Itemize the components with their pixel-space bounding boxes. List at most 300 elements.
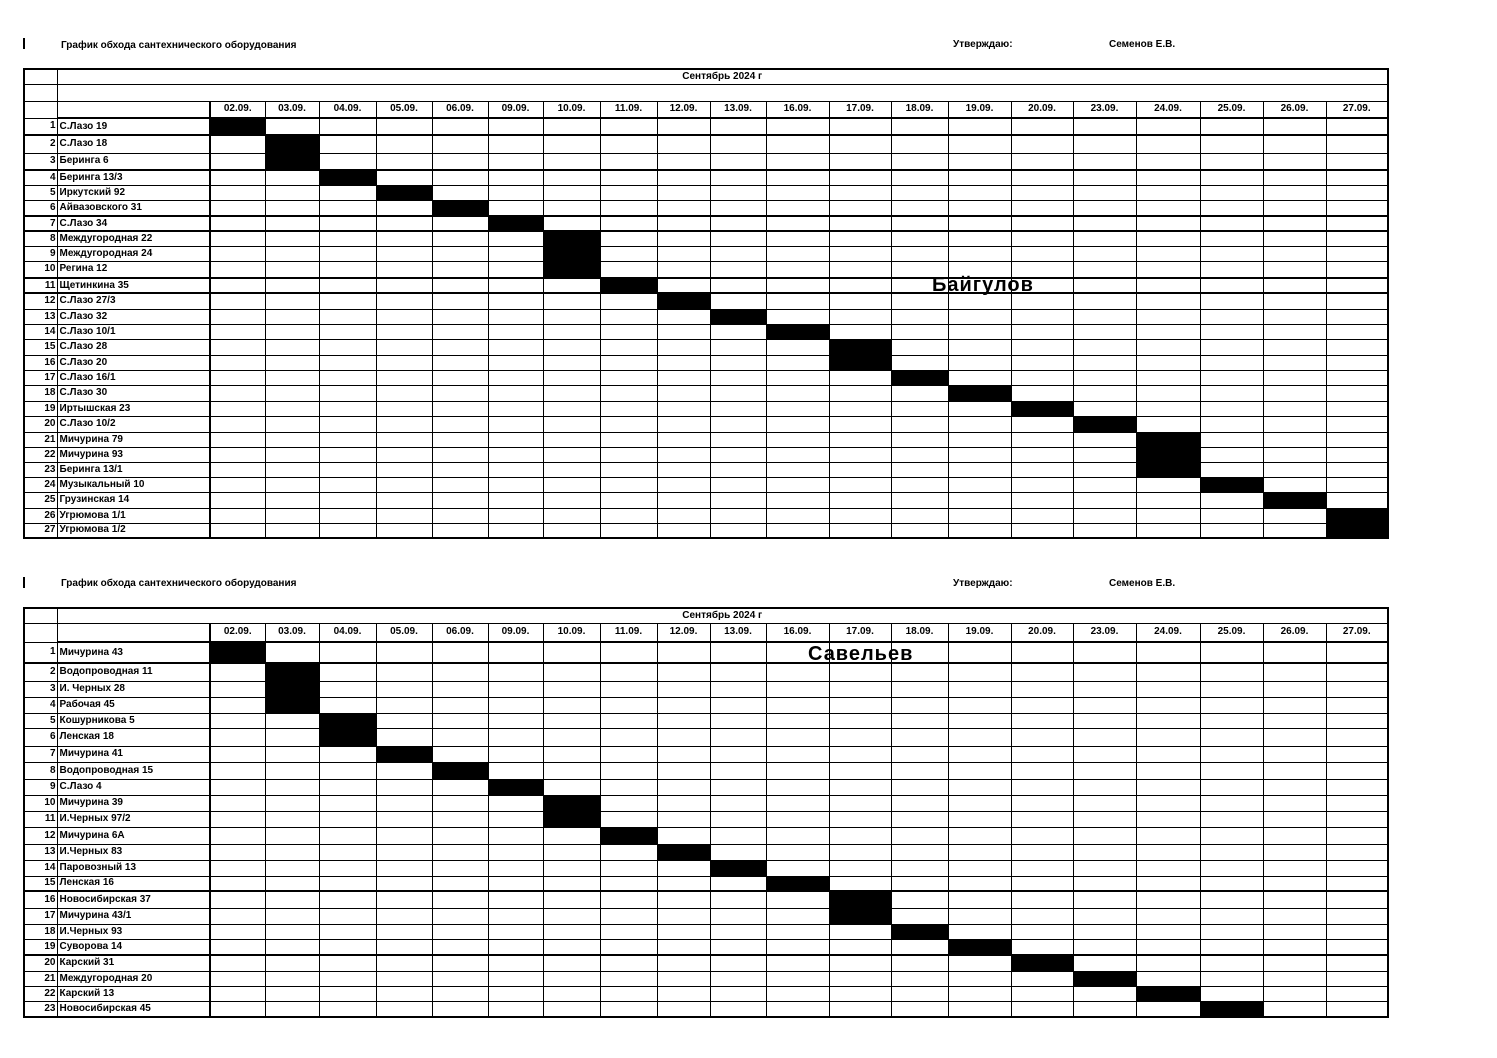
schedule-cell	[265, 324, 319, 339]
schedule-cell	[710, 728, 766, 746]
schedule-cell	[1200, 339, 1263, 355]
schedule-cell	[1263, 135, 1326, 153]
scheduled-visit-cell	[265, 697, 319, 713]
schedule-cell	[948, 523, 1011, 538]
schedule-cell	[1136, 492, 1200, 508]
schedule-cell	[710, 955, 766, 971]
schedule-cell	[432, 795, 488, 811]
schedule-cell	[657, 153, 710, 170]
table-row	[24, 401, 1388, 416]
schedule-cell	[1263, 118, 1326, 135]
corner-cell	[24, 69, 57, 84]
schedule-cell	[488, 135, 543, 153]
schedule-cell	[543, 746, 600, 762]
schedule-cell	[1200, 401, 1263, 416]
scheduled-visit-cell	[210, 118, 265, 135]
schedule-cell	[1136, 216, 1200, 231]
date-header: 23.09.	[1073, 623, 1136, 642]
address-cell: Водопроводная 11	[57, 663, 210, 681]
schedule-cell	[829, 779, 891, 795]
schedule-cell	[1011, 1001, 1073, 1017]
schedule-cell	[710, 827, 766, 844]
schedule-cell	[657, 908, 710, 924]
schedule-cell	[1326, 986, 1388, 1001]
scheduled-visit-cell	[1136, 447, 1200, 462]
schedule-cell	[543, 681, 600, 697]
schedule-cell	[543, 523, 600, 538]
schedule-cell	[600, 697, 657, 713]
row-number: 17	[24, 908, 57, 924]
schedule-cell	[543, 844, 600, 860]
header-row	[24, 608, 1388, 623]
schedule-cell	[600, 795, 657, 811]
schedule-cell	[948, 891, 1011, 908]
address-cell: Новосибирская 37	[57, 891, 210, 908]
schedule-cell	[1263, 955, 1326, 971]
table-row	[24, 860, 1388, 876]
table-row	[24, 681, 1388, 697]
schedule-cell	[376, 508, 432, 523]
schedule-cell	[1011, 713, 1073, 728]
schedule-cell	[319, 844, 376, 860]
schedule-cell	[766, 293, 829, 309]
schedule-cell	[543, 713, 600, 728]
schedule-cell	[376, 844, 432, 860]
date-header: 26.09.	[1263, 101, 1326, 118]
schedule-cell	[376, 293, 432, 309]
schedule-cell	[657, 971, 710, 986]
schedule-cell	[1073, 170, 1136, 185]
schedule-cell	[829, 370, 891, 385]
schedule-cell	[1326, 293, 1388, 309]
schedule-cell	[766, 523, 829, 538]
schedule-cell	[600, 324, 657, 339]
schedule-cell	[319, 523, 376, 538]
schedule-cell	[1326, 185, 1388, 200]
schedule-cell	[543, 924, 600, 939]
scheduled-visit-cell	[829, 355, 891, 370]
schedule-cell	[657, 339, 710, 355]
schedule-cell	[657, 924, 710, 939]
schedule-cell	[210, 370, 265, 385]
schedule-cell	[432, 170, 488, 185]
schedule-cell	[829, 523, 891, 538]
address-cell: Суворова 14	[57, 939, 210, 955]
header-row	[24, 101, 1388, 118]
schedule-cell	[657, 309, 710, 324]
schedule-cell	[657, 216, 710, 231]
schedule-cell	[891, 385, 948, 401]
schedule-cell	[1136, 795, 1200, 811]
schedule-cell	[265, 118, 319, 135]
schedule-cell	[543, 216, 600, 231]
schedule-cell	[1136, 876, 1200, 891]
schedule-cell	[1326, 261, 1388, 278]
schedule-cell	[891, 309, 948, 324]
schedule-cell	[600, 200, 657, 216]
schedule-cell	[1326, 355, 1388, 370]
schedule-cell	[376, 762, 432, 779]
schedule-cell	[891, 795, 948, 811]
schedule-cell	[543, 779, 600, 795]
schedule-cell	[657, 200, 710, 216]
row-number: 1	[24, 118, 57, 135]
schedule-cell	[432, 293, 488, 309]
schedule-cell	[1263, 891, 1326, 908]
schedule-cell	[710, 293, 766, 309]
schedule-cell	[210, 261, 265, 278]
schedule-cell	[1326, 811, 1388, 827]
schedule-cell	[432, 492, 488, 508]
table-row	[24, 447, 1388, 462]
schedule-cell	[1200, 416, 1263, 432]
schedule-cell	[265, 355, 319, 370]
schedule-cell	[948, 713, 1011, 728]
address-cell: Мичурина 79	[57, 432, 210, 447]
schedule-cell	[891, 860, 948, 876]
address-cell: Угрюмова 1/2	[57, 523, 210, 538]
schedule-cell	[265, 432, 319, 447]
schedule-cell	[657, 185, 710, 200]
address-cell: Рабочая 45	[57, 697, 210, 713]
address-cell: Мичурина 93	[57, 447, 210, 462]
schedule-cell	[1073, 795, 1136, 811]
schedule-cell	[376, 891, 432, 908]
schedule-cell	[488, 642, 543, 663]
table-row	[24, 728, 1388, 746]
schedule-cell	[1011, 118, 1073, 135]
row-number: 20	[24, 416, 57, 432]
schedule-cell	[432, 216, 488, 231]
schedule-cell	[600, 908, 657, 924]
scheduled-visit-cell	[432, 200, 488, 216]
schedule-cell	[488, 185, 543, 200]
schedule-cell	[710, 216, 766, 231]
schedule-cell	[543, 492, 600, 508]
schedule-cell	[1073, 663, 1136, 681]
address-cell: Беринга 13/1	[57, 462, 210, 477]
schedule-cell	[600, 891, 657, 908]
schedule-cell	[600, 170, 657, 185]
schedule-cell	[1073, 681, 1136, 697]
schedule-cell	[265, 746, 319, 762]
table-row	[24, 986, 1388, 1001]
schedule-cell	[1011, 339, 1073, 355]
schedule-cell	[766, 278, 829, 293]
schedule-cell	[1200, 185, 1263, 200]
schedule-cell	[1200, 795, 1263, 811]
schedule-cell	[1200, 746, 1263, 762]
schedule-cell	[488, 939, 543, 955]
schedule-cell	[829, 795, 891, 811]
schedule-cell	[1263, 924, 1326, 939]
schedule-cell	[1011, 246, 1073, 261]
schedule-cell	[891, 339, 948, 355]
schedule-cell	[488, 200, 543, 216]
schedule-cell	[432, 355, 488, 370]
schedule-cell	[948, 185, 1011, 200]
schedule-cell	[766, 844, 829, 860]
table-row	[24, 118, 1388, 135]
table-row	[24, 955, 1388, 971]
schedule-cell	[319, 416, 376, 432]
row-number: 21	[24, 971, 57, 986]
schedule-cell	[1073, 339, 1136, 355]
schedule-cell	[488, 811, 543, 827]
schedule-cell	[1073, 713, 1136, 728]
table-row	[24, 261, 1388, 278]
schedule-cell	[488, 324, 543, 339]
schedule-cell	[1136, 324, 1200, 339]
schedule-cell	[488, 697, 543, 713]
schedule-cell	[891, 891, 948, 908]
schedule-cell	[1011, 811, 1073, 827]
schedule-cell	[376, 492, 432, 508]
schedule-cell	[657, 416, 710, 432]
schedule-cell	[1136, 246, 1200, 261]
schedule-cell	[891, 523, 948, 538]
schedule-cell	[1073, 462, 1136, 477]
schedule-cell	[210, 728, 265, 746]
address-cell: Угрюмова 1/1	[57, 508, 210, 523]
schedule-cell	[829, 986, 891, 1001]
schedule-cell	[265, 642, 319, 663]
schedule-cell	[488, 1001, 543, 1017]
address-cell: С.Лазо 27/3	[57, 293, 210, 309]
schedule-cell	[210, 908, 265, 924]
scheduled-visit-cell	[766, 324, 829, 339]
schedule-cell	[432, 135, 488, 153]
schedule-cell	[766, 971, 829, 986]
address-cell: С.Лазо 10/1	[57, 324, 210, 339]
schedule-cell	[210, 681, 265, 697]
schedule-cell	[488, 508, 543, 523]
schedule-cell	[710, 185, 766, 200]
schedule-cell	[1011, 324, 1073, 339]
schedule-cell	[319, 447, 376, 462]
schedule-cell	[432, 118, 488, 135]
schedule-cell	[543, 324, 600, 339]
schedule-cell	[1200, 924, 1263, 939]
schedule-cell	[210, 523, 265, 538]
schedule-cell	[766, 462, 829, 477]
schedule-cell	[1263, 261, 1326, 278]
row-number: 13	[24, 309, 57, 324]
table-row	[24, 416, 1388, 432]
schedule-cell	[1073, 231, 1136, 246]
schedule-cell	[710, 939, 766, 955]
schedule-cell	[710, 447, 766, 462]
schedule-cell	[766, 185, 829, 200]
schedule-cell	[376, 401, 432, 416]
schedule-cell	[1263, 416, 1326, 432]
schedule-cell	[319, 432, 376, 447]
schedule-cell	[766, 860, 829, 876]
schedule-cell	[948, 663, 1011, 681]
schedule-cell	[948, 170, 1011, 185]
schedule-cell	[432, 713, 488, 728]
row-number: 6	[24, 200, 57, 216]
address-cell: С.Лазо 28	[57, 339, 210, 355]
schedule-cell	[210, 170, 265, 185]
schedule-cell	[376, 170, 432, 185]
schedule-cell	[657, 746, 710, 762]
schedule-cell	[657, 728, 710, 746]
schedule-cell	[488, 231, 543, 246]
address-cell: Мичурина 43	[57, 642, 210, 663]
schedule-cell	[319, 779, 376, 795]
scheduled-visit-cell	[1073, 416, 1136, 432]
schedule-cell	[1326, 908, 1388, 924]
schedule-cell	[319, 876, 376, 891]
schedule-cell	[1326, 477, 1388, 492]
schedule-cell	[319, 508, 376, 523]
schedule-cell	[319, 642, 376, 663]
schedule-cell	[829, 401, 891, 416]
schedule-cell	[657, 508, 710, 523]
date-header: 10.09.	[543, 101, 600, 118]
schedule-cell	[319, 762, 376, 779]
schedule-cell	[1073, 135, 1136, 153]
schedule-cell	[319, 492, 376, 508]
schedule-cell	[1073, 728, 1136, 746]
schedule-cell	[829, 762, 891, 779]
schedule-cell	[891, 955, 948, 971]
schedule-cell	[1326, 170, 1388, 185]
schedule-cell	[1200, 908, 1263, 924]
schedule-cell	[376, 462, 432, 477]
schedule-cell	[376, 261, 432, 278]
schedule-cell	[376, 216, 432, 231]
address-cell: Иркутский 92	[57, 185, 210, 200]
schedule-cell	[1136, 135, 1200, 153]
row-number: 19	[24, 939, 57, 955]
schedule-cell	[829, 492, 891, 508]
schedule-cell	[1263, 246, 1326, 261]
schedule-cell	[543, 955, 600, 971]
schedule-cell	[543, 355, 600, 370]
table-row	[24, 1001, 1388, 1017]
schedule-cell	[488, 278, 543, 293]
schedule-cell	[488, 713, 543, 728]
schedule-cell	[766, 153, 829, 170]
schedule-cell	[710, 663, 766, 681]
schedule-cell	[488, 795, 543, 811]
schedule-cell	[891, 876, 948, 891]
schedule-cell	[543, 508, 600, 523]
table-row	[24, 971, 1388, 986]
schedule-cell	[600, 642, 657, 663]
schedule-cell	[948, 955, 1011, 971]
schedule-cell	[319, 827, 376, 844]
schedule-cell	[766, 216, 829, 231]
schedule-cell	[710, 642, 766, 663]
scheduled-visit-cell	[1136, 462, 1200, 477]
approver-name: Семенов Е.В.	[1109, 39, 1176, 50]
schedule-cell	[1136, 231, 1200, 246]
address-cell: И.Черных 83	[57, 844, 210, 860]
schedule-cell	[600, 728, 657, 746]
schedule-cell	[600, 492, 657, 508]
schedule-cell	[432, 939, 488, 955]
scheduled-visit-cell	[829, 908, 891, 924]
schedule-cell	[1011, 135, 1073, 153]
schedule-cell	[432, 697, 488, 713]
row-number: 22	[24, 986, 57, 1001]
schedule-cell	[1326, 971, 1388, 986]
schedule-cell	[488, 293, 543, 309]
schedule-cell	[710, 891, 766, 908]
schedule-cell	[948, 416, 1011, 432]
schedule-cell	[1073, 844, 1136, 860]
schedule-cell	[1136, 339, 1200, 355]
schedule-cell	[432, 231, 488, 246]
scheduled-visit-cell	[710, 860, 766, 876]
schedule-cell	[210, 697, 265, 713]
row-number: 10	[24, 261, 57, 278]
schedule-cell	[1263, 216, 1326, 231]
schedule-cell	[319, 477, 376, 492]
date-header: 18.09.	[891, 623, 948, 642]
schedule-cell	[432, 663, 488, 681]
address-cell: Карский 13	[57, 986, 210, 1001]
schedule-cell	[1200, 844, 1263, 860]
scheduled-visit-cell	[1073, 971, 1136, 986]
table-row	[24, 370, 1388, 385]
schedule-cell	[948, 508, 1011, 523]
schedule-cell	[1326, 860, 1388, 876]
schedule-cell	[1011, 746, 1073, 762]
address-cell: Щетинкина 35	[57, 278, 210, 293]
schedule-cell	[766, 762, 829, 779]
schedule-cell	[1263, 153, 1326, 170]
address-cell: Водопроводная 15	[57, 762, 210, 779]
schedule-cell	[1011, 432, 1073, 447]
scheduled-visit-cell	[543, 231, 600, 246]
row-number: 12	[24, 293, 57, 309]
schedule-cell	[829, 447, 891, 462]
row-number: 21	[24, 432, 57, 447]
schedule-cell	[488, 432, 543, 447]
schedule-cell	[210, 447, 265, 462]
schedule-cell	[766, 355, 829, 370]
schedule-cell	[1136, 779, 1200, 795]
schedule-cell	[1263, 385, 1326, 401]
schedule-cell	[1200, 891, 1263, 908]
schedule-cell	[1326, 827, 1388, 844]
schedule-cell	[1136, 811, 1200, 827]
schedule-cell	[376, 355, 432, 370]
schedule-cell	[1011, 216, 1073, 231]
schedule-cell	[710, 324, 766, 339]
schedule-cell	[543, 200, 600, 216]
schedule-cell	[948, 309, 1011, 324]
schedule-table	[23, 607, 1389, 1018]
schedule-cell	[265, 401, 319, 416]
schedule-cell	[710, 385, 766, 401]
address-cell: Мичурина 43/1	[57, 908, 210, 924]
schedule-cell	[265, 200, 319, 216]
schedule-cell	[543, 170, 600, 185]
address-cell: С.Лазо 30	[57, 385, 210, 401]
schedule-cell	[766, 908, 829, 924]
schedule-cell	[1200, 200, 1263, 216]
schedule-cell	[891, 779, 948, 795]
schedule-cell	[600, 779, 657, 795]
schedule-cell	[891, 231, 948, 246]
scheduled-visit-cell	[948, 939, 1011, 955]
schedule-cell	[488, 492, 543, 508]
